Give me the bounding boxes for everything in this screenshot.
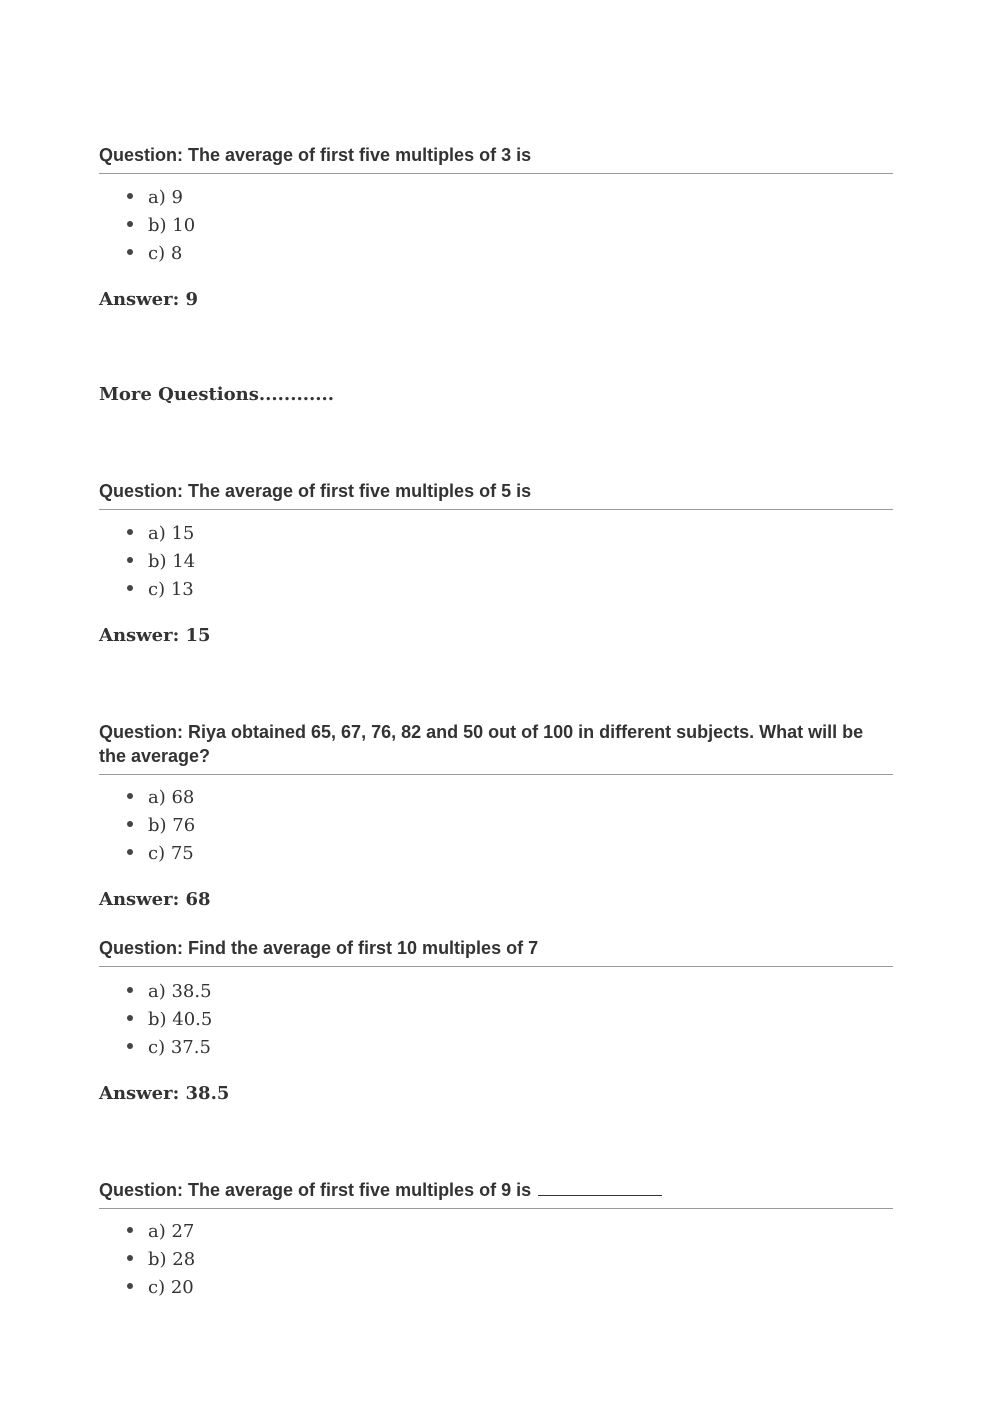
question-1-text: Question: The average of first five multiples of 3 is <box>99 145 532 165</box>
bullet-icon <box>127 249 133 255</box>
more-questions-heading: More Questions............ <box>99 384 335 405</box>
option-item: b) 14 <box>127 548 195 576</box>
bullet-icon <box>127 585 133 591</box>
question-2-answer: Answer: 15 <box>99 625 211 646</box>
option-item: c) 75 <box>127 840 195 868</box>
question-1-title <box>99 143 893 174</box>
option-item: c) 37.5 <box>127 1034 212 1062</box>
option-item: a) 38.5 <box>127 978 212 1006</box>
bullet-icon <box>127 1015 133 1021</box>
question-5-title <box>99 1178 893 1209</box>
option-item: a) 9 <box>127 184 195 212</box>
bullet-icon <box>127 221 133 227</box>
question-3-title <box>99 720 893 775</box>
option-item: a) 68 <box>127 784 195 812</box>
option-item: c) 8 <box>127 240 195 268</box>
option-item: c) 20 <box>127 1274 195 1302</box>
question-4-text: Question: Find the average of first 10 multiples of 7 <box>99 938 539 958</box>
option-item: b) 76 <box>127 812 195 840</box>
option-item: b) 40.5 <box>127 1006 212 1034</box>
question-3-text: Question: Riya obtained 65, 67, 76, 82 and 50 out of 100 in different subjects. What will be the average? <box>99 722 864 766</box>
bullet-icon <box>127 1227 133 1233</box>
option-item: a) 27 <box>127 1218 195 1246</box>
option-item: a) 15 <box>127 520 195 548</box>
question-1-options <box>127 184 195 268</box>
bullet-icon <box>127 529 133 535</box>
question-2-text: Question: The average of first five multiples of 5 is <box>99 481 532 501</box>
question-3-options <box>127 784 195 868</box>
bullet-icon <box>127 193 133 199</box>
bullet-icon <box>127 1255 133 1261</box>
option-item: b) 28 <box>127 1246 195 1274</box>
bullet-icon <box>127 1283 133 1289</box>
bullet-icon <box>127 821 133 827</box>
bullet-icon <box>127 793 133 799</box>
option-item: b) 10 <box>127 212 195 240</box>
bullet-icon <box>127 849 133 855</box>
question-2-options <box>127 520 195 604</box>
option-item: c) 13 <box>127 576 195 604</box>
question-4-title <box>99 936 893 967</box>
question-4-answer: Answer: 38.5 <box>99 1083 230 1104</box>
bullet-icon <box>127 1043 133 1049</box>
question-3-answer: Answer: 68 <box>99 889 211 910</box>
question-1-answer: Answer: 9 <box>99 289 199 310</box>
question-2-title <box>99 479 893 510</box>
answer-blank <box>538 1178 662 1196</box>
bullet-icon <box>127 557 133 563</box>
question-4-options <box>127 978 212 1062</box>
bullet-icon <box>127 987 133 993</box>
question-5-options <box>127 1218 195 1302</box>
question-5-text: Question: The average of first five multiples of 9 is <box>99 1180 532 1200</box>
